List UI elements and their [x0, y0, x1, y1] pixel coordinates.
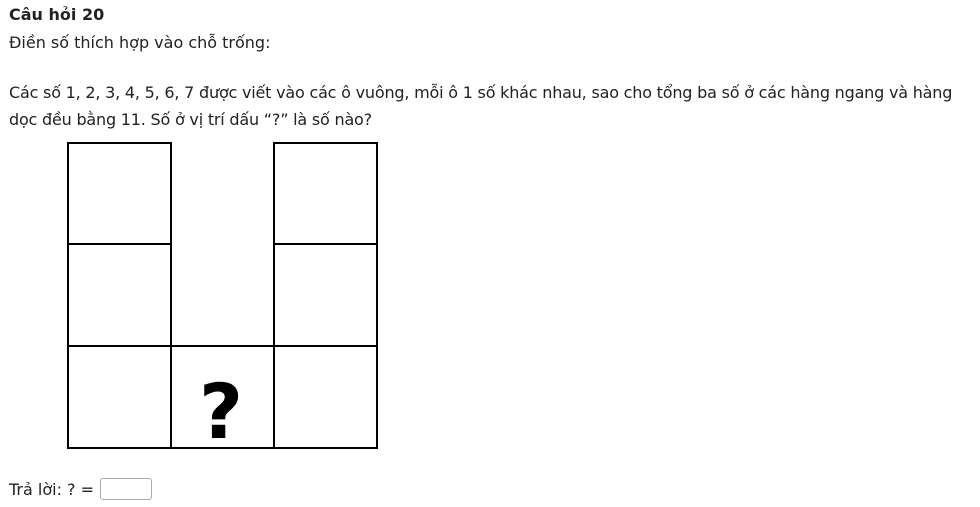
grid-cell-left-bottom	[68, 346, 171, 448]
answer-label: Trả lời: ? =	[9, 479, 95, 499]
answer-row	[9, 476, 152, 502]
grid-cell-right-top	[274, 143, 377, 244]
question-title: Câu hỏi 20	[9, 5, 105, 24]
answer-input[interactable]	[100, 478, 152, 500]
question-mark-symbol: ?	[198, 367, 244, 456]
grid-cell-left-middle	[68, 244, 171, 346]
question-instruction: Điền số thích hợp vào chỗ trống:	[9, 33, 271, 52]
grid-cell-right-middle	[274, 244, 377, 346]
question-body: Các số 1, 2, 3, 4, 5, 6, 7 được viết vào các ô vuông, mỗi ô 1 số khác nhau, sao cho tổng ba số ở các hàng ngang và hàng dọc đều bằng 11. Số ở vị trí dấu “?” là số nào?	[9, 83, 953, 129]
grid-cell-right-bottom	[274, 346, 377, 448]
grid-cell-left-top	[68, 143, 171, 244]
